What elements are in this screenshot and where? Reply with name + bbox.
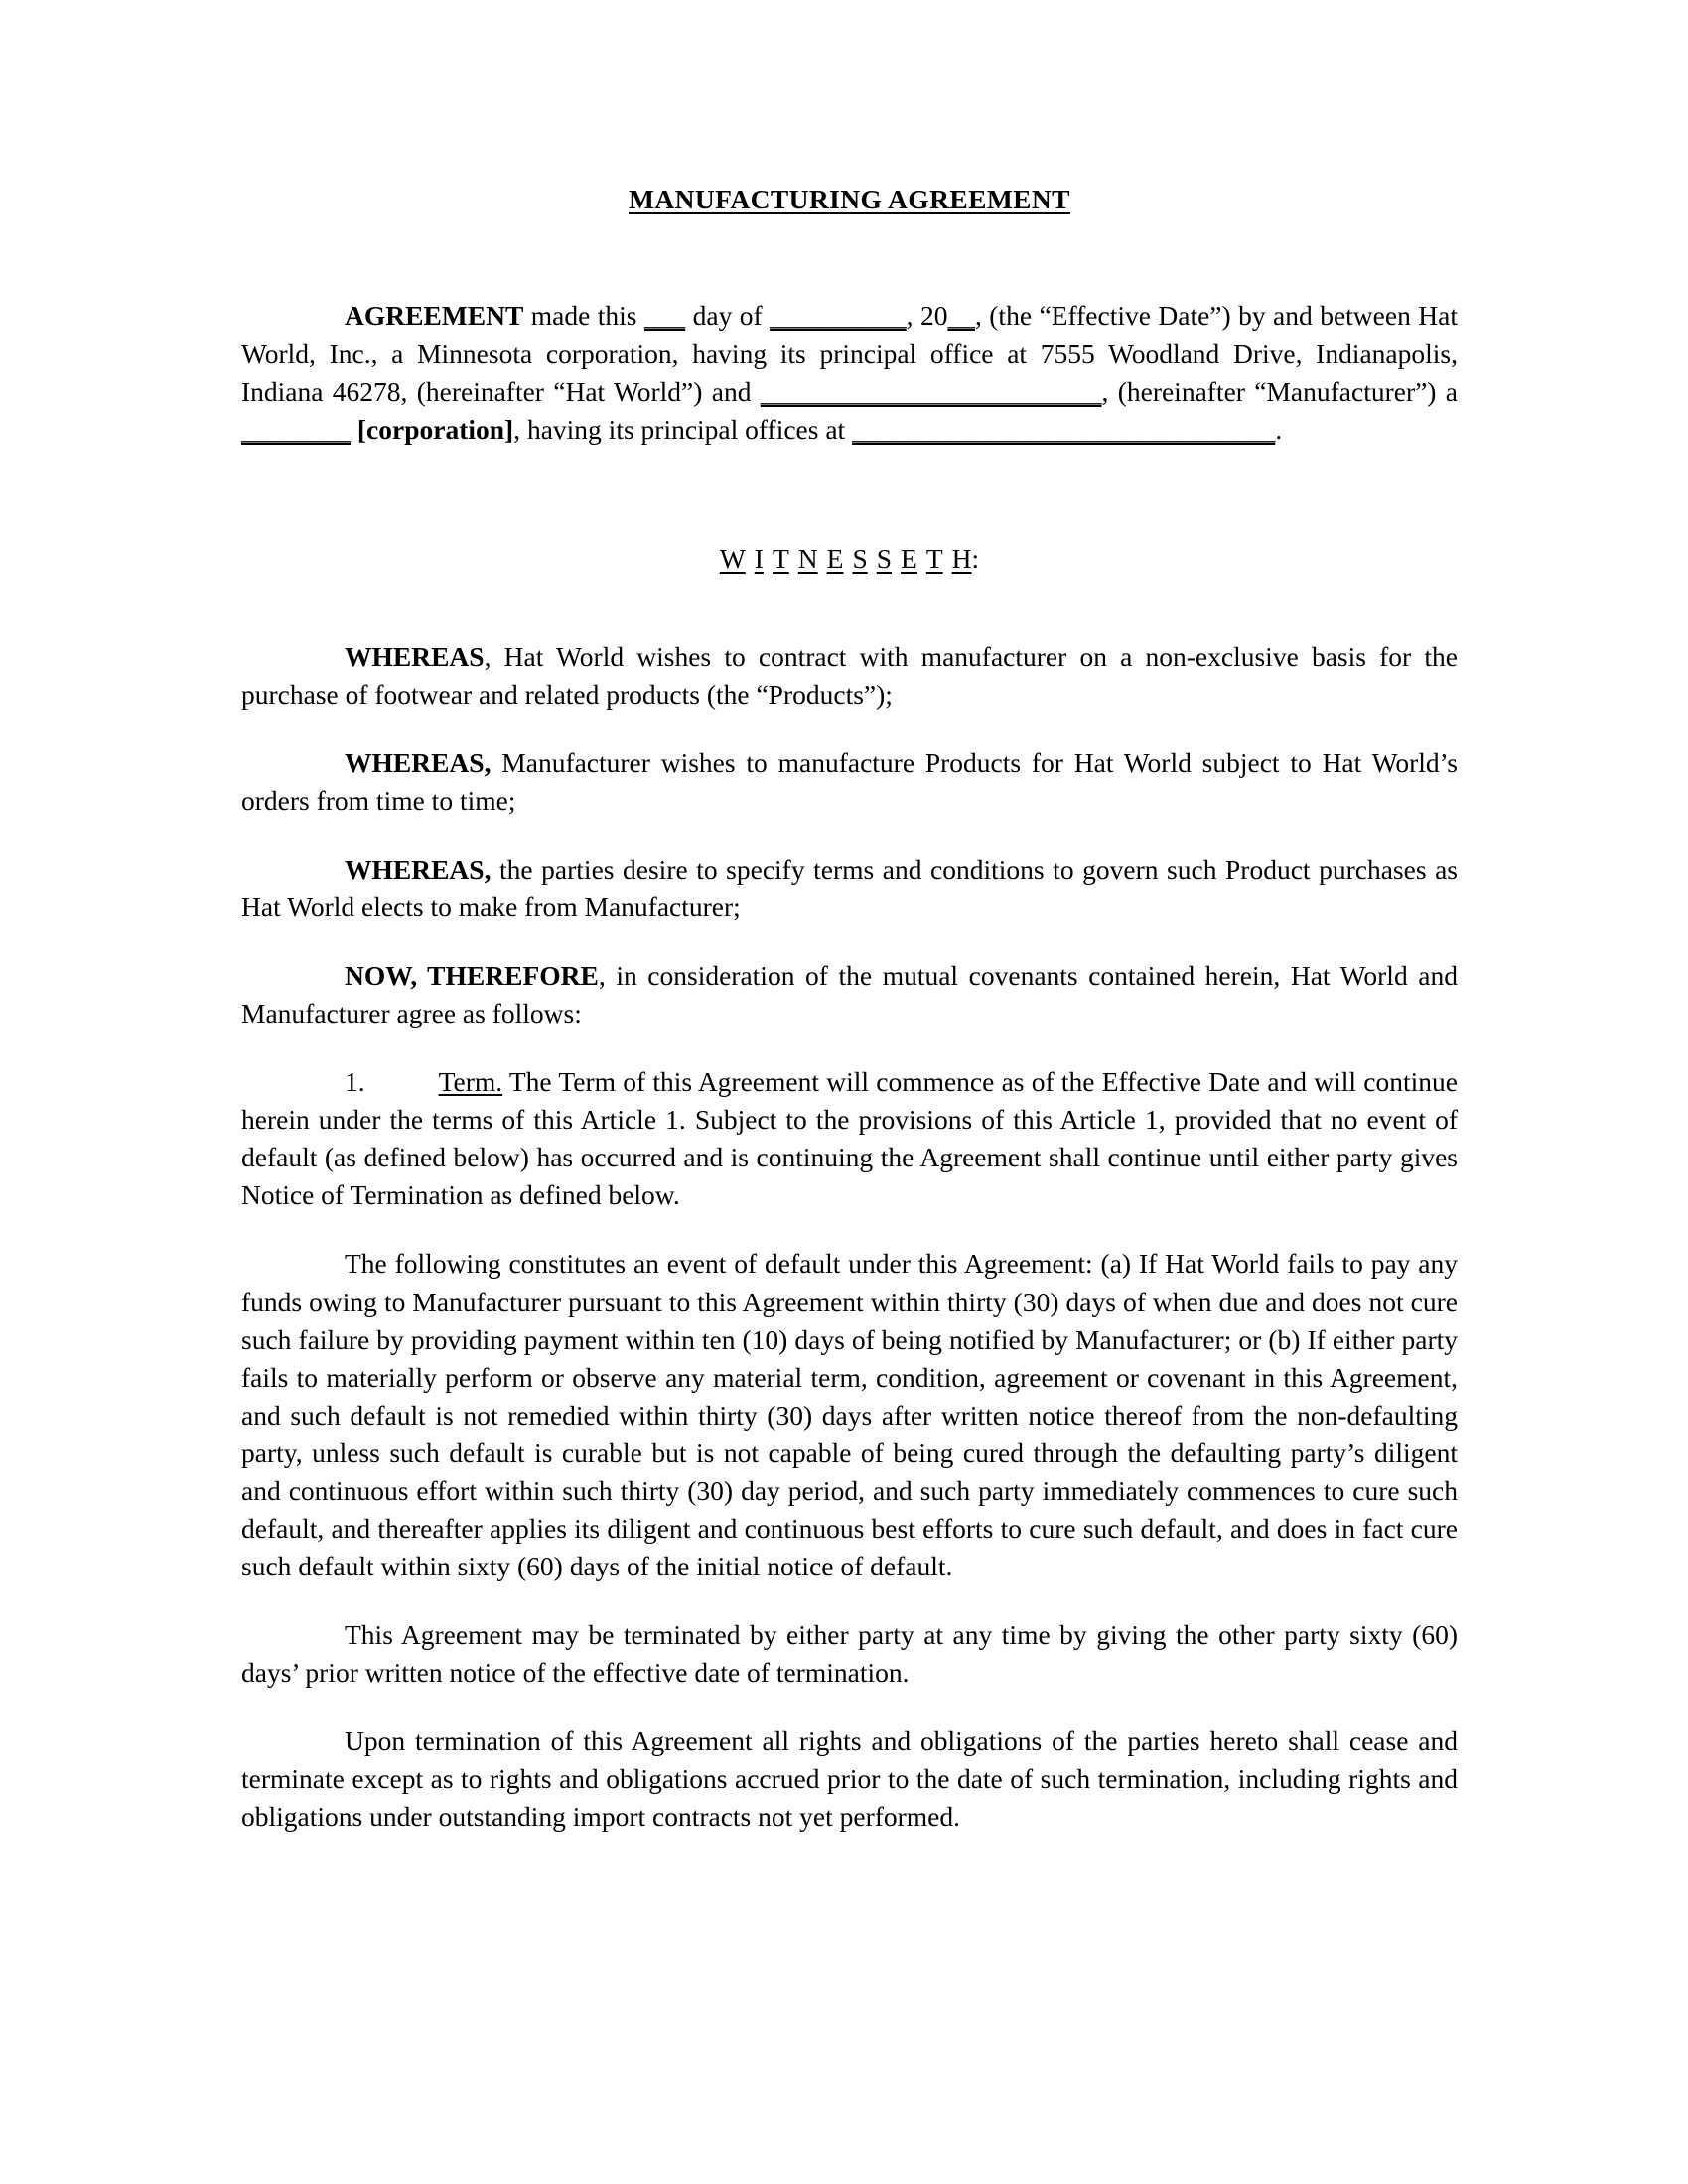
preamble-text-2: day of (685, 300, 771, 332)
preamble-text-5: , (hereinafter “Manufacturer”) a (1101, 375, 1458, 407)
preamble-text-8: . (1275, 413, 1283, 445)
spacer-after-title (241, 215, 1458, 297)
witnesseth-letter-s1: S (852, 542, 868, 574)
witnesseth-letter-e: E (826, 542, 844, 574)
preamble-lead: AGREEMENT (345, 300, 524, 332)
section-1-heading: Term. (438, 1066, 503, 1098)
body-paragraph-post-termination (241, 1722, 1458, 1836)
body-paragraph-termination (241, 1616, 1458, 1692)
witnesseth-letter-e2: E (901, 542, 917, 574)
recital-body-1: , Hat World wishes to contract with manufacturer on a non-exclusive basis for the purchase of footwear and related products (the “Products”); (241, 640, 1458, 710)
recital-lead-1: WHEREAS (345, 640, 485, 672)
blank-manufacturer-name: _________________________ (760, 375, 1102, 407)
recital-body-4: , in consideration of the mutual covenants contained herein, Hat World and Manufacturer agree as follows: (241, 959, 1458, 1029)
spacer-after-witnesseth (241, 577, 1458, 638)
recital-paragraph-1 (241, 638, 1458, 714)
witnesseth-letter-n: N (797, 542, 818, 574)
blank-entity-type: ________ (241, 413, 351, 445)
recital-body-3: the parties desire to specify terms and conditions to govern such Product purchases as Hat World elects to make from Manufacturer; (241, 853, 1458, 922)
body-paragraph-post-termination-text: Upon termination of this Agreement all rights and obligations of the parties hereto shall cease and terminate except as to rights and obligations accrued prior to the date of such termination, including rights and obligations under outstanding import contracts not yet performed. (241, 1725, 1458, 1833)
preamble-corporation-bracket: [corporation] (356, 413, 514, 445)
recital-lead-2: WHEREAS, (345, 747, 492, 778)
page-title-text: MANUFACTURING AGREEMENT (629, 184, 1070, 214)
witnesseth-letter-t: T (772, 542, 789, 574)
preamble-text-7: , having its principal offices at (513, 413, 853, 445)
recital-paragraph-4 (241, 957, 1458, 1032)
body-paragraph-default-text: The following constitutes an event of default under this Agreement: (a) If Hat World fails to pay any funds owing to Manufacturer pursuant to this Agreement within thirty (30) days of when due and does not cure such failure by providing payment within ten (10) days of being notified by Manufacturer; or (b) If either party fails to materially perform or observe any material term, condition, agreement or covenant in this Agreement, and such default is not remedied within thirty (30) days after written notice thereof from the non-defaulting party, unless such default is curable but is not capable of being cured through the defaulting party’s diligent and continuous effort within such thirty (30) day period, and such party immediately commences to cure such default, and thereafter applies its diligent and continuous best efforts to cure such default, and does in fact cure such default within sixty (60) days of the initial notice of default. (241, 1248, 1458, 1582)
page-title (241, 184, 1458, 215)
witnesseth-letter-i: I (754, 542, 764, 574)
section-1-number: 1. (345, 1066, 365, 1098)
witnesseth-heading (241, 541, 1458, 577)
recital-lead-4: NOW, THEREFORE (345, 959, 599, 991)
witnesseth-colon: : (971, 542, 980, 574)
witnesseth-letter-s2: S (876, 542, 893, 574)
recital-paragraph-2 (241, 745, 1458, 820)
body-paragraph-default (241, 1245, 1458, 1585)
blank-principal-offices: _______________________________ (852, 413, 1276, 445)
preamble-text-3: , 20 (906, 300, 948, 332)
section-1-paragraph (241, 1063, 1458, 1214)
recital-lead-3: WHEREAS, (345, 853, 492, 885)
section-1-body: The Term of this Agreement will commence as of the Effective Date and will continue herein under the terms of this Article 1. Subject to the provisions of this Article 1, provided that no event of default (as defined below) has occurred and is continuing the Agreement shall continue until either party gives Notice of Termination as defined below. (241, 1066, 1458, 1211)
witnesseth-letter-t2: T (925, 542, 943, 574)
recital-paragraph-3 (241, 851, 1458, 926)
body-paragraph-termination-text: This Agreement may be terminated by either party at any time by giving the other party sixty (60) days’ prior written notice of the effective date of termination. (241, 1619, 1458, 1689)
recital-body-2: Manufacturer wishes to manufacture Products for Hat World subject to Hat World’s orders from time to time; (241, 747, 1458, 816)
blank-month: __________ (770, 300, 907, 332)
spacer-before-witnesseth (241, 479, 1458, 541)
preamble-paragraph (241, 297, 1458, 448)
preamble-text-1: made this (523, 300, 644, 332)
witnesseth-letter-w: W (719, 542, 746, 574)
blank-year: __ (947, 300, 975, 332)
blank-day: ___ (643, 300, 686, 332)
witnesseth-letter-h: H (951, 542, 972, 574)
preamble-text-4: , (the “Effective Date”) by and between Hat World, Inc., a Minnesota corporation, having its principal office at 7555 Woodland Drive, Indianapolis, Indiana 46278, (hereinafter “Hat World”) and (241, 300, 1458, 407)
preamble-text-6 (351, 414, 357, 445)
